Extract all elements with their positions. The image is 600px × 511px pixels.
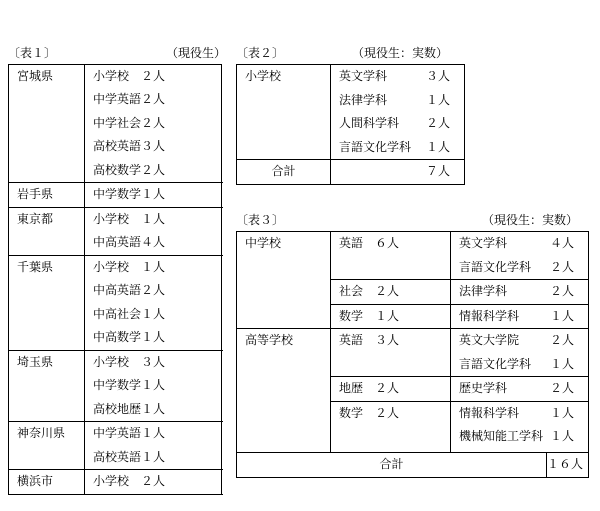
- table1-row: [9, 207, 223, 231]
- subject-cell: 英語 ６人: [331, 232, 451, 280]
- count-cell: ２人: [549, 333, 574, 347]
- table1-row: [9, 255, 223, 279]
- teacher-item: 中高英語２人: [85, 279, 223, 303]
- table2: [236, 64, 465, 185]
- table-row: [237, 329, 589, 353]
- school-cell: 高等学校: [237, 329, 331, 453]
- table2-caption: 〔表２〕: [236, 46, 285, 60]
- subject-cell: 英語 ３人: [331, 329, 451, 377]
- dept-cell: 英文学科: [459, 236, 508, 250]
- school-cell: 小学校: [237, 65, 331, 160]
- count-cell: １人: [547, 353, 589, 377]
- dept-cell: 人間科学科: [339, 116, 400, 130]
- teacher-item: 中学数学１人: [85, 374, 223, 398]
- teacher-item: 小学校 ２人: [85, 470, 223, 495]
- teacher-item: 中学数学１人: [85, 183, 223, 208]
- table1-row: [9, 422, 223, 446]
- count-cell: ２人: [547, 280, 589, 305]
- total-label: 合計: [237, 453, 547, 478]
- teacher-item: 中学英語２人: [85, 88, 223, 112]
- count-cell: １人: [549, 405, 574, 420]
- teacher-item: 中高数学１人: [85, 326, 223, 350]
- dept-cell: 英文学科: [339, 69, 388, 83]
- teacher-item: 高校英語３人: [85, 135, 223, 159]
- dept-cell: 英文大学院: [459, 333, 520, 347]
- table-row: [237, 232, 589, 256]
- dept-cell: 歴史学科: [451, 377, 547, 402]
- dept-cell: 言語文化学科: [451, 256, 547, 280]
- dept-cell: 言語文化学科: [331, 136, 419, 160]
- subject-cell: 数学 ２人: [331, 401, 451, 453]
- teacher-item: 小学校 ３人: [85, 350, 223, 374]
- count-cell: ２人: [425, 116, 450, 130]
- dept-cell: 情報科学科: [451, 304, 547, 329]
- teacher-item: 中高社会１人: [85, 303, 223, 327]
- prefecture-cell: 横浜市: [9, 470, 85, 495]
- teacher-item: 中学社会２人: [85, 112, 223, 136]
- count-cell: ２人: [547, 377, 589, 402]
- table-row-total: [237, 160, 465, 185]
- table1-row: [9, 350, 223, 374]
- table1-note: （現役生）: [166, 46, 227, 60]
- teacher-item: 中高英語４人: [85, 231, 223, 255]
- teacher-item: 高校地歴１人: [85, 398, 223, 422]
- table1: [8, 64, 223, 495]
- table3: [236, 231, 589, 478]
- prefecture-cell: 埼玉県: [9, 350, 85, 422]
- dept-cell: 言語文化学科: [451, 353, 547, 377]
- subject-cell: 数学 １人: [331, 304, 451, 329]
- teacher-item: 小学校 １人: [85, 255, 223, 279]
- prefecture-cell: 東京都: [9, 207, 85, 255]
- dept-cell: 機械知能工学科: [459, 429, 544, 443]
- table1-row: [9, 65, 223, 89]
- school-cell: 中学校: [237, 232, 331, 329]
- prefecture-cell: 宮城県: [9, 65, 85, 183]
- teacher-item: 小学校 ２人: [85, 65, 223, 89]
- count-cell: ３人: [425, 69, 450, 83]
- prefecture-cell: 岩手県: [9, 183, 85, 208]
- total-label: 合計: [237, 160, 331, 185]
- total-value: １６人: [547, 457, 584, 471]
- dept-cell: 情報科学科: [459, 405, 520, 420]
- subject-cell: 社会 ２人: [331, 280, 451, 305]
- table1-row: [9, 470, 223, 495]
- table-row: [237, 65, 465, 89]
- subject-cell: 地歴 ２人: [331, 377, 451, 402]
- table1-caption: 〔表１〕: [8, 46, 57, 60]
- prefecture-cell: 千葉県: [9, 255, 85, 350]
- count-cell: ４人: [549, 236, 574, 250]
- count-cell: １人: [425, 92, 450, 107]
- table3-note: （現役生：実数）: [482, 213, 579, 227]
- teacher-item: 中学英語１人: [85, 422, 223, 446]
- dept-cell: 法律学科: [339, 92, 388, 107]
- count-cell: ２人: [547, 256, 589, 280]
- dept-cell: 法律学科: [451, 280, 547, 305]
- teacher-item: 高校数学２人: [85, 159, 223, 183]
- count-cell: １人: [547, 304, 589, 329]
- table-row-total: [237, 453, 589, 478]
- prefecture-cell: 神奈川県: [9, 422, 85, 470]
- teacher-item: 小学校 １人: [85, 207, 223, 231]
- count-cell: １人: [419, 136, 465, 160]
- table2-note: （現役生：実数）: [352, 46, 449, 60]
- table3-caption: 〔表３〕: [236, 213, 285, 227]
- teacher-item: 高校英語１人: [85, 446, 223, 470]
- table1-row: [9, 183, 223, 208]
- total-value: ７人: [425, 164, 450, 178]
- count-cell: １人: [549, 429, 574, 443]
